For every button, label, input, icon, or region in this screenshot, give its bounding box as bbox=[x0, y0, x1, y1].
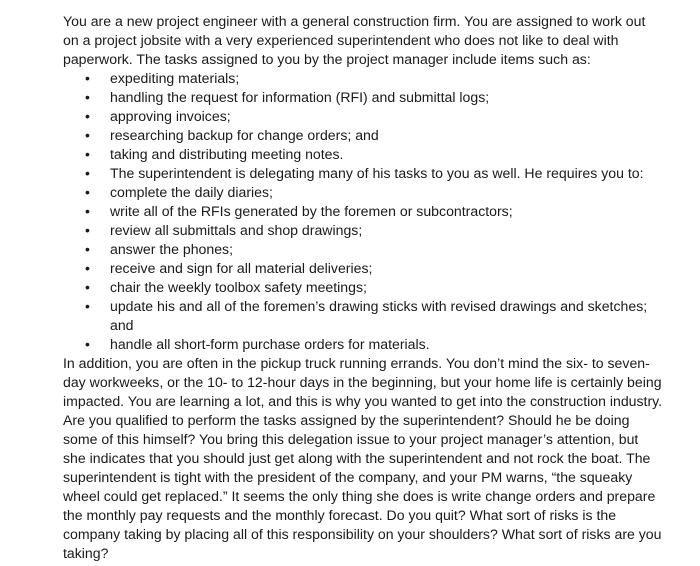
bullet-item: • review all submittals and shop drawings; bbox=[63, 221, 663, 240]
bullet-item: • complete the daily diaries; bbox=[63, 183, 663, 202]
closing-paragraph: In addition, you are often in the pickup truck running errands. You don’t mind the six- to seven-day workweeks, or the 10- to 12-hour days in the beginning, but your home life is certainly being impacted. You are learning a lot, and this is why you wanted to get into the construction industry. Are you qualified to perform the tasks assigned by the superintendent? Should he be doing some of this himself? You bring this delegation issue to your project manager’s attention, but she indicates that you should just get along with the superintendent and not rock the boat. The superintendent is tight with the president of the company, and your PM warns, “the squeaky wheel could get replaced.” It seems the only thing she does is write change orders and prepare the monthly pay requests and the monthly forecast. Do you quit? What sort of risks is the company taking by placing all of this responsibility on your shoulders? What sort of risks are you taking? bbox=[63, 355, 663, 561]
bullet-item: • write all of the RFIs generated by the foremen or subcontractors; bbox=[63, 202, 663, 221]
intro-paragraph: You are a new project engineer with a general construction firm. You are assigned to work out on a project jobsite with a very experienced superintendent who does not like to deal with paperwork. The tasks assigned to you by the project manager include items such as: bbox=[63, 13, 646, 67]
task-bullet-list bbox=[63, 69, 663, 354]
bullet-item: • handling the request for information (RFI) and submittal logs; bbox=[63, 88, 663, 107]
bullet-item: • answer the phones; bbox=[63, 240, 663, 259]
bullet-item: • researching backup for change orders; and bbox=[63, 126, 663, 145]
bullet-item: • receive and sign for all material deliveries; bbox=[63, 259, 663, 278]
bullet-item: • update his and all of the foremen’s drawing sticks with revised drawings and sketches; and bbox=[63, 297, 663, 335]
bullet-item: • expediting materials; bbox=[63, 69, 663, 88]
bullet-item: • taking and distributing meeting notes. bbox=[63, 145, 663, 164]
bullet-item: • approving invoices; bbox=[63, 107, 663, 126]
case-study-document bbox=[63, 12, 663, 563]
bullet-item: • The superintendent is delegating many of his tasks to you as well. He requires you to: bbox=[63, 164, 663, 183]
bullet-item: • handle all short-form purchase orders for materials. bbox=[63, 335, 663, 354]
bullet-item: • chair the weekly toolbox safety meetings; bbox=[63, 278, 663, 297]
